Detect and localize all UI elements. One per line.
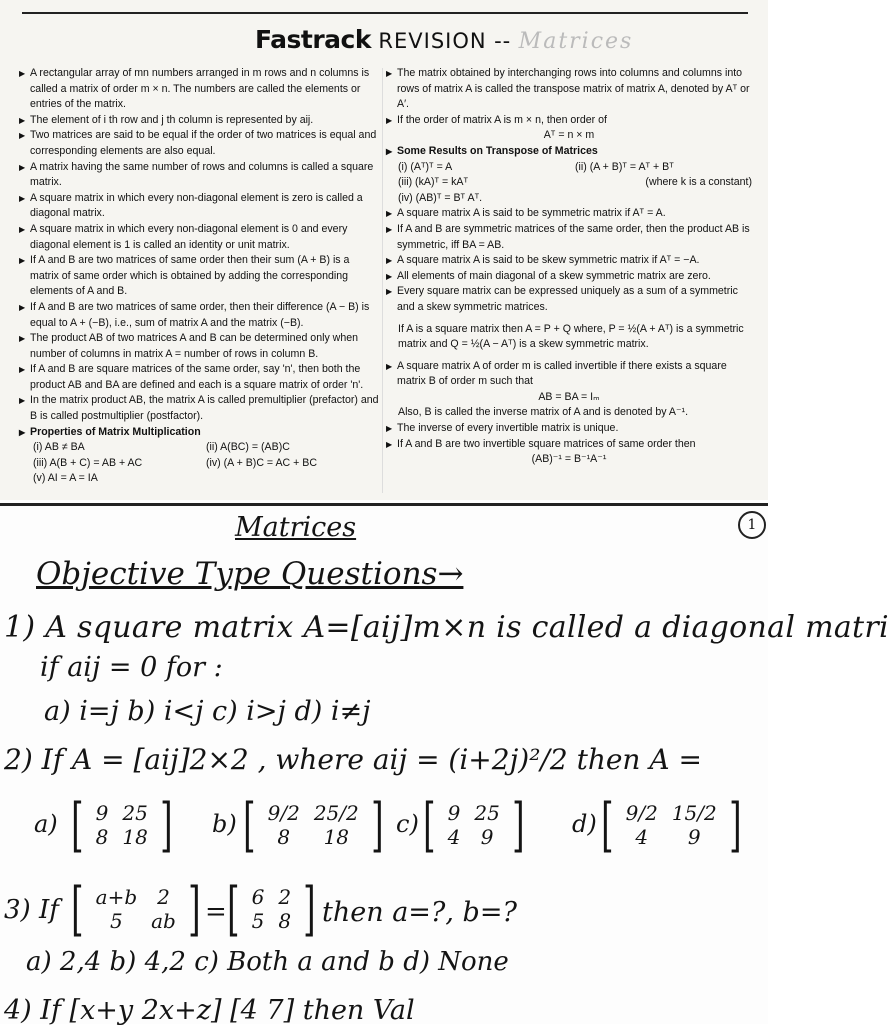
bullet-icon: ▶ bbox=[386, 256, 393, 266]
q3-equals: = bbox=[205, 897, 227, 927]
transpose-result: (iv) (AB)ᵀ = Bᵀ Aᵀ. bbox=[398, 191, 483, 204]
matrix-cell: ab bbox=[151, 909, 176, 933]
inverse-item-text: The inverse of every invertible matrix is unique. bbox=[397, 422, 619, 435]
symmetric-item bbox=[386, 206, 752, 222]
matrix-cell: 9 bbox=[687, 825, 701, 849]
right-bracket: ] bbox=[370, 791, 384, 859]
top-rule bbox=[22, 12, 748, 14]
bullet-icon: ▶ bbox=[19, 162, 26, 172]
question-3-prefix: 3) If bbox=[4, 895, 59, 925]
symmetric-item-text: All elements of main diagonal of a skew symmetric matrix are zero. bbox=[397, 269, 711, 282]
bullet-icon: ▶ bbox=[19, 115, 26, 125]
matrix-cell: 25 bbox=[122, 801, 148, 825]
symmetric-item bbox=[386, 222, 752, 253]
definition-text: A square matrix in which every non-diagonal element is zero is called a diagonal matrix. bbox=[30, 191, 363, 220]
bullet-icon: ▶ bbox=[19, 302, 26, 312]
definition-text: If A and B are two matrices of same order then their sum (A + B) is a matrix of same order which is obtained by adding the corresponding elements of A and B. bbox=[30, 254, 350, 298]
definition-item bbox=[19, 331, 379, 362]
right-bracket: ] bbox=[728, 791, 742, 859]
symmetric-item bbox=[386, 269, 752, 285]
question-4-line: 4) If [x+y 2x+z] [4 7] then Val bbox=[4, 995, 415, 1026]
matrix-cell: a+b bbox=[95, 885, 138, 909]
inverse-product-equation: (AB)⁻¹ = B⁻¹A⁻¹ bbox=[531, 453, 607, 466]
question-1-options: a) i=j b) i<j c) i>j d) i≠j bbox=[44, 696, 371, 727]
definition-text: A rectangular array of mn numbers arranged in m rows and n columns is called a matrix of order m × n. The numbers are called the elements or entries of the matrix. bbox=[30, 67, 370, 111]
inverse-item-text: If A and B are two invertible square matrices of same order then bbox=[397, 437, 696, 450]
matrix-cell: 4 bbox=[635, 825, 649, 849]
definition-item bbox=[19, 300, 379, 331]
bullet-icon: ▶ bbox=[19, 365, 26, 375]
matrix-cell: 25 bbox=[474, 801, 500, 825]
property-item: (i) AB ≠ BA bbox=[33, 441, 85, 454]
matrix-cell: 9/2 bbox=[267, 801, 300, 825]
definition-item bbox=[19, 113, 379, 129]
property-item: (v) AI = A = IA bbox=[33, 472, 98, 485]
matrix-cell: 4 bbox=[447, 825, 461, 849]
definition-text: If A and B are two matrices of same order, then their difference (A − B) is equal to A + (−B), i.e., sum of matrix A and the matrix (−B). bbox=[30, 300, 370, 329]
symmetric-item-text: A square matrix A is said to be skew symmetric matrix if Aᵀ = −A. bbox=[397, 254, 700, 267]
symmetric-item-text: A square matrix A is said to be symmetric matrix if Aᵀ = A. bbox=[397, 207, 666, 220]
definition-text: A square matrix in which every non-diagonal element is 0 and every diagonal element is 1 is called an identity or unit matrix. bbox=[30, 222, 348, 251]
q2-label-b: b) bbox=[212, 810, 237, 838]
symmetric-item-text: Every square matrix can be expressed uniquely as a sum of a symmetric and a skew symmetric matrices. bbox=[397, 285, 738, 313]
bullet-icon: ▶ bbox=[19, 256, 26, 266]
transpose-result: (i) (Aᵀ)ᵀ = A bbox=[398, 160, 453, 173]
page-number: 1 bbox=[738, 511, 766, 539]
transpose-item-text: The matrix obtained by interchanging rows into columns and columns into rows of matrix A is called the transpose matrix of matrix A, denoted by Aᵀ or A′. bbox=[397, 67, 750, 111]
inverse-note: Also, B is called the inverse matrix of A and is denoted by A⁻¹. bbox=[398, 406, 689, 419]
question-1-line: 1) A square matrix A=[aij]m×n is called a diagonal matri bbox=[4, 610, 889, 645]
title-dash: -- bbox=[494, 29, 512, 53]
q2-option-c-matrix bbox=[418, 791, 529, 859]
q2-label-a: a) bbox=[34, 810, 58, 838]
symmetric-item bbox=[386, 284, 752, 315]
definition-item bbox=[19, 362, 379, 393]
brand-name: Fastrack bbox=[255, 25, 371, 54]
right-bracket: ] bbox=[303, 875, 316, 943]
right-bracket: ] bbox=[159, 791, 173, 859]
matrix-cell: 15/2 bbox=[671, 801, 717, 825]
transpose-item bbox=[386, 113, 752, 129]
bullet-icon: ▶ bbox=[386, 271, 393, 281]
invertible-equation: AB = BA = Iₘ bbox=[538, 390, 600, 403]
q3-left-matrix bbox=[66, 875, 206, 943]
matrix-cell: 8 bbox=[278, 909, 292, 933]
matrix-cell: 18 bbox=[122, 825, 148, 849]
definition-text: Two matrices are said to be equal if the order of two matrices is equal and corresponding elements are also equal. bbox=[30, 129, 377, 157]
transpose-note: (where k is a constant) bbox=[645, 176, 752, 189]
left-bracket: [ bbox=[243, 791, 256, 859]
property-item: (iii) A(B + C) = AB + AC bbox=[33, 456, 143, 469]
definition-item bbox=[19, 66, 379, 113]
matrix-cell: 6 bbox=[251, 885, 265, 909]
right-bracket: ] bbox=[511, 791, 525, 859]
matrix-cell: 8 bbox=[277, 825, 291, 849]
definition-text: The element of i th row and j th column is represented by aij. bbox=[30, 113, 314, 126]
definition-item bbox=[19, 253, 379, 300]
bullet-icon: ▶ bbox=[19, 334, 26, 344]
property-item: (iv) (A + B)C = AC + BC bbox=[206, 456, 317, 469]
left-bracket: [ bbox=[601, 791, 614, 859]
question-2-line: 2) If A = [aij]2×2 , where aij = (i+2j)²/2 then A = bbox=[4, 743, 702, 776]
invertible-definition: ▶ A square matrix A of order m is called invertible if there exists a square matrix B of order m such that bbox=[386, 359, 727, 388]
left-column bbox=[19, 66, 379, 487]
properties-list bbox=[19, 440, 379, 487]
bullet-icon: ▶ bbox=[19, 427, 26, 437]
q2-label-d: d) bbox=[572, 810, 597, 838]
bullet-icon: ▶ bbox=[386, 224, 393, 234]
symmetric-item bbox=[386, 253, 752, 269]
bullet-icon: ▶ bbox=[19, 396, 26, 406]
transpose-item-text: If the order of matrix A is m × n, then order of bbox=[397, 113, 607, 126]
transpose-item bbox=[386, 66, 752, 113]
definition-item bbox=[19, 128, 379, 159]
matrix-cell: 5 bbox=[251, 909, 265, 933]
inverse-item bbox=[386, 437, 752, 453]
bullet-icon: ▶ bbox=[386, 209, 393, 219]
matrix-cell: 9 bbox=[480, 825, 494, 849]
matrix-cell: 9/2 bbox=[625, 801, 658, 825]
bullet-icon: ▶ bbox=[19, 69, 26, 78]
property-item: (ii) A(BC) = (AB)C bbox=[206, 441, 290, 454]
handwritten-title: Matrices bbox=[518, 29, 634, 54]
definition-text: A matrix having the same number of rows and columns is called a square matrix. bbox=[30, 160, 374, 189]
matrix-cell: 2 bbox=[157, 885, 170, 909]
notebook-subheading: Objective Type Questions→ bbox=[36, 556, 464, 592]
matrix-cell: 9 bbox=[447, 801, 461, 825]
left-bracket: [ bbox=[71, 791, 84, 859]
question-3-suffix: then a=?, b=? bbox=[322, 897, 517, 928]
definition-text: In the matrix product AB, the matrix A is called premultiplier (prefactor) and B is called postmultiplier (postfactor). bbox=[30, 394, 379, 423]
properties-title: ▶ Properties of Matrix Multiplication bbox=[19, 425, 379, 441]
left-bracket: [ bbox=[227, 875, 240, 943]
matrix-cell: 25/2 bbox=[313, 801, 359, 825]
q2-option-d-matrix bbox=[596, 791, 746, 859]
definition-text: If A and B are square matrices of the same order, say 'n', then both the product AB and BA are defined and each is a square matrix of order 'n'. bbox=[30, 363, 364, 391]
bullet-icon: ▶ bbox=[386, 69, 393, 78]
definition-text: The product AB of two matrices A and B can be determined only when number of columns in matrix A = number of rows in column B. bbox=[30, 332, 359, 360]
revision-label: REVISION bbox=[378, 29, 487, 53]
column-divider bbox=[382, 68, 383, 493]
symmetric-item-text: If A and B are symmetric matrices of the same order, then the product AB is symmetric, iff BA = AB. bbox=[397, 222, 750, 251]
bullet-icon: ▶ bbox=[19, 224, 26, 234]
transpose-results-title: ▶ Some Results on Transpose of Matrices bbox=[386, 144, 598, 157]
bullet-icon: ▶ bbox=[19, 131, 26, 141]
q3-right-matrix bbox=[222, 875, 321, 943]
bullet-icon: ▶ bbox=[386, 424, 393, 434]
page-title bbox=[255, 25, 633, 54]
inverse-item bbox=[386, 421, 752, 437]
transpose-order: Aᵀ = n × m bbox=[543, 129, 595, 142]
notebook-heading: Matrices bbox=[235, 512, 357, 543]
matrix-cell: 5 bbox=[110, 909, 123, 933]
transpose-result: (iii) (kA)ᵀ = kAᵀ bbox=[398, 176, 469, 189]
right-column bbox=[386, 66, 752, 468]
bullet-icon: ▶ bbox=[386, 115, 393, 125]
right-bracket: ] bbox=[187, 875, 201, 943]
definition-item bbox=[19, 160, 379, 191]
matrix-cell: 8 bbox=[95, 825, 109, 849]
matrix-cell: 2 bbox=[278, 885, 292, 909]
left-bracket: [ bbox=[423, 791, 436, 859]
q2-option-b-matrix bbox=[238, 791, 388, 859]
q2-label-c: c) bbox=[396, 810, 419, 838]
question-1-condition: if aij = 0 for : bbox=[40, 652, 223, 683]
bullet-icon: ▶ bbox=[386, 439, 393, 449]
definition-item bbox=[19, 222, 379, 253]
left-bracket: [ bbox=[71, 875, 84, 943]
pq-decomposition: If A is a square matrix then A = P + Q where, P = ½(A + Aᵀ) is a symmetric matrix and Q = ½(A − Aᵀ) is a skew symmetric matrix. bbox=[398, 322, 744, 351]
bullet-icon: ▶ bbox=[19, 193, 26, 203]
printed-revision-sheet bbox=[0, 0, 768, 500]
definition-item bbox=[19, 393, 379, 424]
q2-option-a-matrix bbox=[66, 791, 177, 859]
matrix-cell: 18 bbox=[323, 825, 350, 849]
question-3-options: a) 2,4 b) 4,2 c) Both a and b d) None bbox=[26, 947, 509, 977]
bullet-icon: ▶ bbox=[386, 287, 393, 297]
transpose-results bbox=[386, 160, 752, 207]
transpose-result: (ii) (A + B)ᵀ = Aᵀ + Bᵀ bbox=[575, 160, 674, 173]
definition-item bbox=[19, 191, 379, 222]
matrix-cell: 9 bbox=[95, 801, 109, 825]
